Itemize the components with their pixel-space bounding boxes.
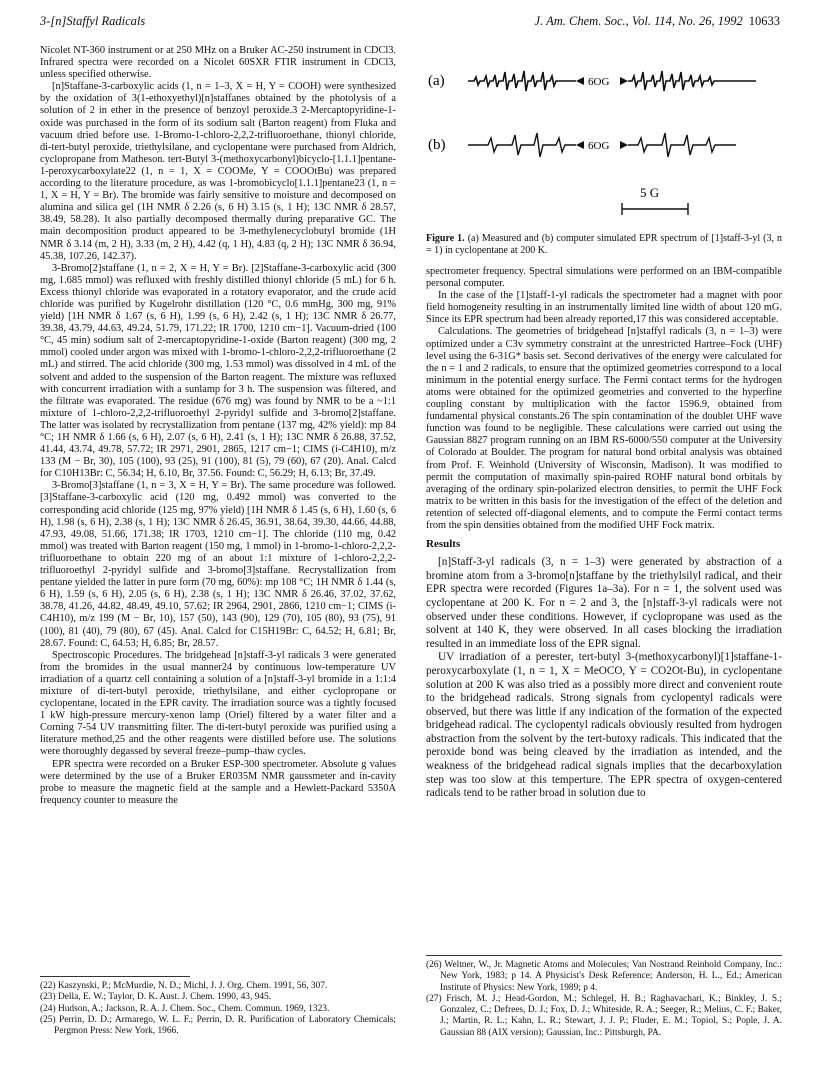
footnote: (25) Perrin, D. D.; Armarego, W. L. F.; Perrin, D. R. Purification of Laboratory Chemicals; Pergmon Press: New York, 1966. (40, 1014, 396, 1037)
page-number: 10633 (748, 14, 780, 28)
paragraph: spectrometer frequency. Spectral simulations were performed on an IBM-compatible personal computer. (426, 266, 782, 290)
paragraph: 3-Bromo[3]staffane (1, n = 3, X = H, Y = Br). The same procedure was followed. [3]Staffane-3-carboxylic acid (120 mg, 0.492 mmol) was converted to the corresponding acid chloride (125 mg, 97% yield) [1H NMR δ 1.45 (s, 6 H), 1.60 (s, 6 H), 1.98 (s, 6 H), 2.38 (s, 1 H); 13C NMR δ 26.45, 36.91, 38.64, 39.30, 44.66, 44.88, 47.93, 49.08, 51.66, 171.38; IR 1703, 1210 cm−1]. The chloride (110 mg, 0.42 mmol) was treated with Barton reagent (150 mg, 1 mmol) in 1-bromo-1-chloro-2,2,2-trifluoroethane to obtain 220 mg of an about 1:1 mixture of 1-chloro-2,2,2-trifluoroethyl 2-pyridyl sulfide and 3-bromo[3]staffane. Recrystallization from pentane yielded the latter in pure form (70 mg, 60%): mp 108 °C; 1H NMR δ 1.44 (s, 6 H), 1.59 (s, 6 H), 2.05 (s, 6 H), 2.38 (s, 1 H); 13C NMR δ 26.46, 37.02, 37.62, 38.78, 41.26, 44.82, 48.49, 49.10, 57.62; IR 2964, 2901, 2866, 1210 cm−1; CIMS (i-C4H10), m/z 199 (M − Br, 10), 157 (50), 143 (90), 129 (70), 105 (80), 93 (75), 91 (100), 81 (40), 79 (80), 67 (45). Anal. Calcd for C15H19Br: C, 64.52; H, 6.81; Br, 28.67. Found: C, 64.53; H, 6.85; Br, 28.57. (40, 480, 396, 649)
running-head-journal (535, 14, 780, 29)
measured-spectrum-trace-right (628, 71, 756, 91)
epr-spectrum-figure (426, 45, 782, 233)
paragraph: Calculations. The geometries of bridgehead [n]staffyl radicals (3, n = 1–3) were optimized under a C3v symmetry constraint at the unrestricted Hartree–Fock (UHF) level using the 6-31G* basis set. Second derivatives of the energy were calculated for the n = 1 and 2 radicals, to ensure that the optimized geometries correspond to a local minimum in the potential energy surface. The Fermi contact terms for the hydrogen atoms were obtained for the optimized geometries and converted to the hyperfine coupling constant by multiplication with the factor 1596.9, obtained from fundamental physical constants.26 The spin contamination of the doublet UHF wave function was found to be negligible. These calculations were carried out using the Gaussian 8827 program running on an IBM RS-6000/550 computer at the University of Colorado at Boulder. The program for natural bond orbital analysis was obtained from Prof. F. Weinhold (University of Wisconsin, Madison). It was modified to permit the computation of maximally spin-paired ROHF natural bond orbitals by averaging of the ordinary spin-polarized electron densities, to permit the UHF Fock matrix to be written in this basis for the investigation of the effect of the deletion and retention of selected off-diagonal elements, and to compute the Fermi contact terms from the spin densities obtained from the modified UHF Fock matrix. (426, 326, 782, 531)
results-section (426, 556, 782, 801)
footnotes-right (426, 955, 782, 1039)
paragraph: UV irradiation of a perester, tert-butyl 3-(methoxycarbonyl)[1]staffane-1-peroxycarboxylate (1, n = 1, X = MeOCO, Y = CO2Ot-Bu), in cyclopentane solution at 200 K was also tried as a possibly more direct and convenient route to the bridgehead radicals. Strong signals from cyclopentyl radicals were observed, but there was little if any indication of the formation of the expected bridgehead radical. The cyclopentyl radicals obviously resulted from hydrogen abstraction from the solvent by the tert-butoxy radicals. This indicated that the peroxide bond was being cleaved by the irradiation as intended, and the weakness of the bridgehead radical signals implies that the decarboxylation step was too slow at this temperture. The EPR spectra of oxygen-centered radicals tend to be rather broad in solution due to (426, 651, 782, 800)
paragraph: EPR spectra were recorded on a Bruker ESP-300 spectrometer. Absolute g values were determined by the use of a Bruker ER035M NMR gaussmeter and in-cavity probe to measure the magnetic field at the sample and a Hewlett-Packard 5350A frequency counter to measure the (40, 758, 396, 806)
center-arrow-right (620, 77, 628, 85)
paragraph: [n]Staffane-3-carboxylic acids (1, n = 1–3, X = H, Y = COOH) were synthesized by the oxidation of 3(1-ethoxyethyl)[n]staffanes obtained by the photolysis of a solution of 2 in ether in the presence of benzoyl peroxide.3 2-Mercaptopyridine-1-oxide was purchased in the form of its sodium salt (Barton reagent) from Fluka and vacuum dried before use. 1-Bromo-1-chloro-2,2,2-trifluoroethane, thionyl chloride, di-tert-butyl peroxide, triethylsilane, and cyclopentane were purchased from Aldrich, cyclopropane from Matheson. tert-Butyl 3-(methoxycarbonyl)bicyclo-[1.1.1]pentane-1-peroxycarboxylate22 (1, n = 1, X = COOMe, Y = COOOtBu) was prepared according to the literature procedure, as was 1-bromobicyclo[1.1.1]pentane23 (1, n = 1, X = H, Y = Br). The bromide was fairly sensitive to moisture and decomposed on alumina and silica gel (1H NMR δ 2.26 (s, 6 H) 3.15 (s, 1 H); 13C NMR δ 28.57, 38.49, 58.28). It also partially decomposed thermally during preparative GC. The main decomposition product appeared to be 3-methylenecyclobutyl bromide (1H NMR δ 3.14 (m, 2 H), 3.33 (m, 2 H), 4.42 (q, 1 H), 4.83 (q, 2 H); 13C NMR δ 36.94, 45.38, 107.26, 142.37). (40, 81, 396, 262)
results-heading: Results (426, 538, 461, 551)
footnote: (23) Della, E. W.; Taylor, D. K. Aust. J. Chem. 1990, 43, 945. (40, 992, 272, 1003)
simulated-spectrum-trace-right (628, 133, 736, 157)
footnote-rule (426, 955, 782, 956)
paragraph: In the case of the [1]staff-1-yl radicals the spectrometer had a magnet with poor field homogeneity resulting in an instrumentally limited line width of about 120 mG. Since its EPR spectrum had been already reported,17 this was considered acceptable. (426, 290, 782, 326)
scale-bar (622, 203, 688, 215)
footnote: (24) Hudson, A.; Jackson, R. A. J. Chem. Soc., Chem. Commun. 1969, 1323. (40, 1003, 330, 1014)
center-field-label-a: 6OG (588, 76, 610, 88)
figure-label-b: (b) (428, 137, 446, 153)
center-field-label-b: 6OG (588, 140, 610, 152)
figure-1 (426, 45, 782, 233)
footnotes-left (40, 976, 396, 1037)
paragraph: Spectroscopic Procedures. The bridgehead [n]staff-3-yl radicals 3 were generated from the bromides in the usual manner24 by continuous low-temperature UV irradiation of a quartz cell containing a solution of a [n]staff-3-yl bromide in a 1:1:4 mixture of di-tert-butyl peroxide, triethylsilane, and either cyclopropane or cyclopentane, located in the EPR cavity. The irradiation source was a tightly focused 1 kW high-pressure mercury-xenon lamp (Oriel) filtered by a water filter and a Corning 7-54 UV transmitting filter. The di-tert-butyl peroxide was purified using a literature method,25 and the other reagents were distilled before use. The solutions were thoroughly degassed by several freeze–pump–thaw cycles. (40, 649, 396, 758)
left-column (40, 45, 396, 807)
footnote-rule (40, 976, 190, 977)
paragraph: [n]Staff-3-yl radicals (3, n = 1–3) were generated by abstraction of a bromine atom from a 3-bromo[n]staffane by the triethylsilyl radical, and their EPR spectra were recorded (Figures 1a–3a). For n = 1, the solvent used was cyclopentane at 200 K. For n = 2 and 3, the [n]staff-3-yl radicals were not observed under these conditions. However, if cyclopropane was used as the solvent at 140 K, they were observed. In all cases blocking the irradiation resulted in an immediate loss of the EPR signal. (426, 556, 782, 650)
right-column (426, 45, 782, 801)
figure-caption-text: (a) Measured and (b) computer simulated EPR spectrum of [1]staff-3-yl (3, n = 1) in cyclopentane at 200 K. (426, 233, 783, 256)
footnote: (27) Frisch, M. J.; Head-Gordon, M.; Schlegel, H. B.; Raghavachari, K.; Binkley, J. S.; Gonzalez, C.; Defrees, D. J.; Fox, D. J.; Whiteside, R. A.; Seeger, R.; Melius, C. F.; Baker, J.; Martin, R. L.; Kahn, L. R.; Stewart, J. J. P.; Fluder, E. M.; Topiol, S.; Pople, J. A. Gaussian 88 (AIX version); Gaussian, Inc.: Pittsburgh, PA. (426, 993, 782, 1038)
center-arrow-right-b (620, 141, 628, 149)
paragraph: Nicolet NT-360 instrument or at 250 MHz on a Bruker AC-250 instrument in CDCl3. Infrared spectra were recorded on a Nicolet 60SXR FTIR instrument in CDCl3, unless specified otherwise. (40, 45, 396, 81)
running-head-title: 3-[n]Staffyl Radicals (40, 14, 146, 28)
footnote: (22) Kaszynski, P.; McMurdie, N. D.; Michl, J. J. Org. Chem. 1991, 56, 307. (40, 981, 328, 991)
figure-caption (426, 233, 782, 256)
simulated-spectrum-trace (468, 133, 576, 157)
figure-caption-label: Figure 1. (426, 233, 465, 244)
figure-label-a: (a) (428, 73, 445, 89)
center-arrow-left (576, 77, 584, 85)
scale-bar-label: 5 G (640, 185, 660, 200)
footnote: (26) Weltner, W., Jr. Magnetic Atoms and Molecules; Van Nostrand Reinhold Company, Inc.: New York, 1983; p 14. A Physicist's Desk Reference; Anderson, H. L., Ed.; American Institute of Physics: New York, 1989; p 4. (426, 960, 782, 993)
measured-spectrum-trace (468, 71, 576, 91)
center-arrow-left-b (576, 141, 584, 149)
journal-citation: J. Am. Chem. Soc., Vol. 114, No. 26, 1992 (534, 14, 743, 28)
paragraph: 3-Bromo[2]staffane (1, n = 2, X = H, Y = Br). [2]Staffane-3-carboxylic acid (300 mg, 1.685 mmol) was refluxed with freshly distilled thionyl chloride (5 mL) for 6 h. Excess thionyl chloride was evaporated in a rotatory evaporator, and the crude acid chloride was purified by Kugelrohr distillation (120 °C, 0.6 mmHg, 300 mg, 91% yield) [1H NMR δ 1.67 (s, 6 H), 1.99 (s, 6 H), 2.42 (s, 1 H); 13C NMR δ 26.77, 39.38, 43.79, 44.63, 49.24, 51.79, 171.22; IR 1700, 1210 cm−1]. Vacuum-dried (100 °C, 45 min) sodium salt of 2-mercaptopyridine-1-oxide (Barton reagent) (300 mg, 2 mmol) cooled under argon was mixed with 1-bromo-1-chloro-2,2,2-trifluoroethane (2 mL) and stirred. The acid chloride (300 mg, 1.53 mmol) was dissolved in 4 mL of the solvent and added to the suspension of the Barton reagent. The mixture was refluxed with concurrent irradiation with a sunlamp for 3 h. The suspension was filtered, and the filtrate was evaporated. The residue (676 mg) was found by NMR to be a ~1:1 mixture of 1-chloro-2,2,2-trifluoroethyl 2-pyridyl sulfide and 3-bromo[2]staffane. The latter was isolated by recrystallization from pentane (137 mg, 42% yield): mp 84 °C; 1H NMR δ 1.66 (s, 6 H), 2.07 (s, 6 H), 2.41 (s, 1 H); 13C NMR δ 26.88, 37.52, 41.44, 43.74, 49.78, 57.72; IR 2971, 2901, 2865, 1217 cm−1; CIMS (i-C4H10), m/z 133 (M − Br, 30), 105 (100), 93 (25), 91 (100), 81 (5), 79 (60), 67 (20). Anal. Calcd for C10H13Br: C, 56.34; H, 6.10, Br, 37.56. Found: C, 56.29; H, 6.13; Br, 37.49. (40, 262, 396, 480)
